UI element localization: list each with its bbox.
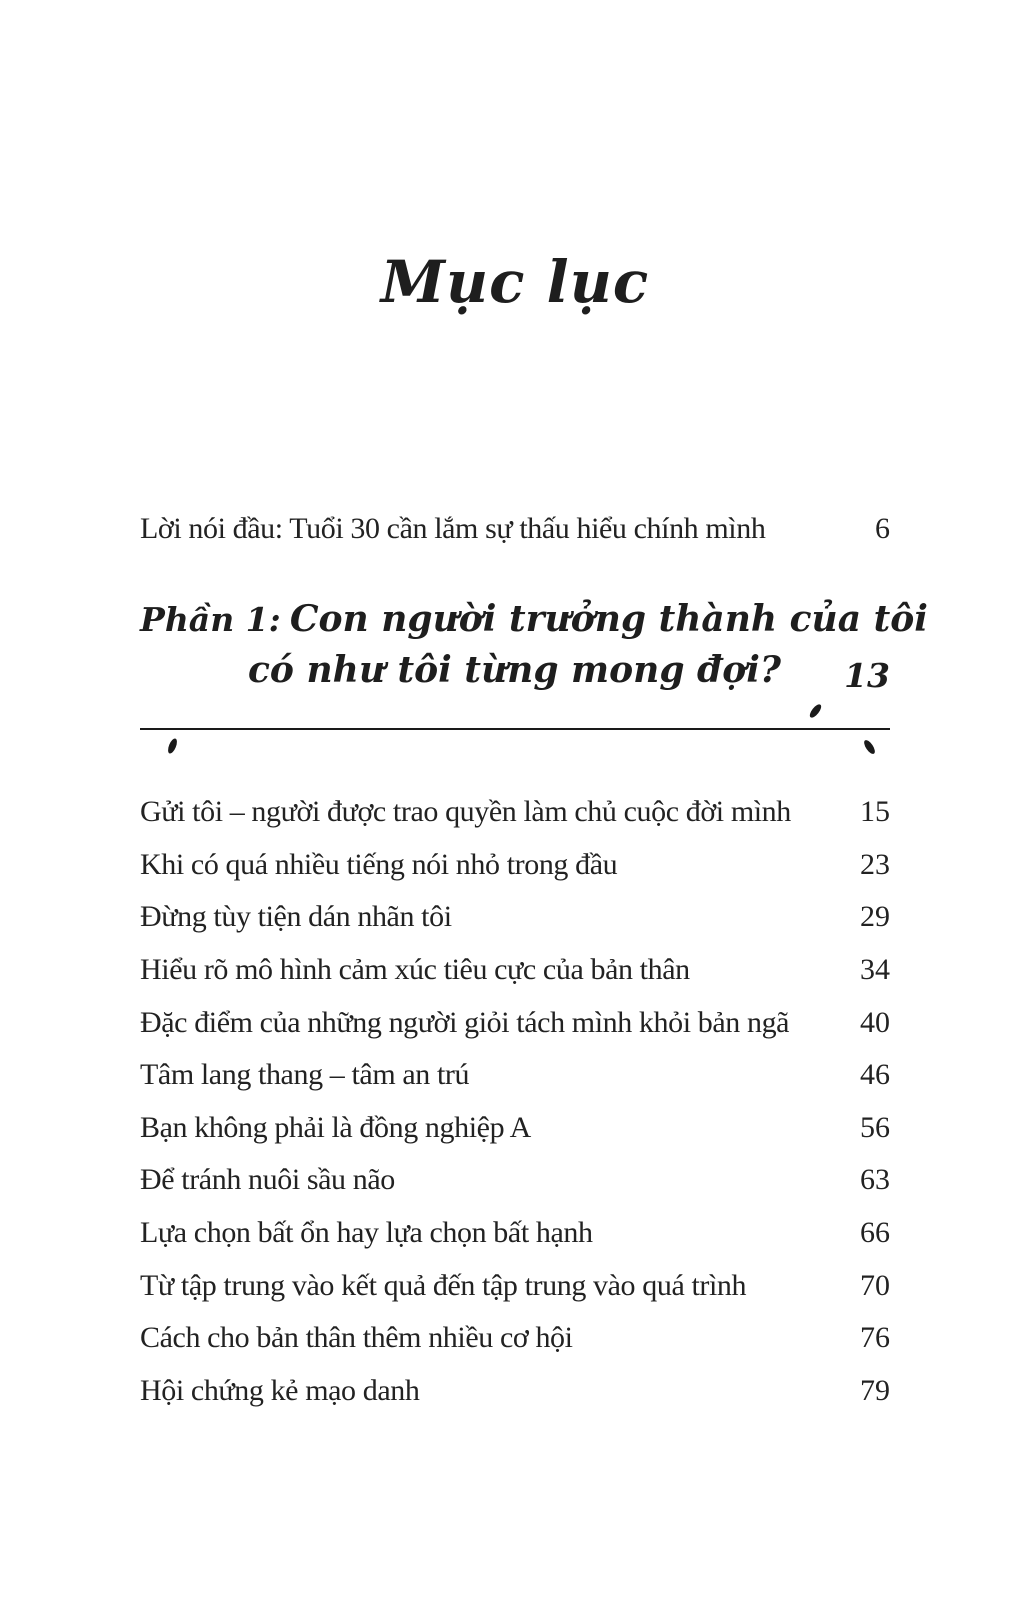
entry-page-number: 56	[860, 1110, 890, 1144]
section-divider	[140, 728, 890, 730]
entry-title: Đặc điểm của những người giỏi tách mình khỏi bản ngã	[140, 1005, 790, 1039]
toc-entry-row	[140, 944, 890, 997]
entry-page-number: 66	[860, 1216, 890, 1250]
entry-page-number: 79	[860, 1373, 890, 1407]
grain-ornament-icon	[808, 703, 823, 720]
entry-title: Từ tập trung vào kết quả đến tập trung vào quá trình	[140, 1268, 747, 1302]
entry-page-number: 29	[860, 900, 890, 934]
toc-entry-row	[140, 839, 890, 892]
toc-entry-row	[140, 786, 890, 839]
entry-page-number: 63	[860, 1163, 890, 1197]
entry-title: Cách cho bản thân thêm nhiều cơ hội	[140, 1321, 573, 1355]
grain-ornament-icon	[862, 738, 877, 755]
preface-row	[140, 512, 890, 546]
entry-title: Gửi tôi – người được trao quyền làm chủ cuộc đời mình	[140, 795, 791, 829]
entry-page-number: 70	[860, 1268, 890, 1302]
page-title: Mục lục	[380, 248, 650, 316]
toc-entries	[140, 786, 890, 1417]
toc-entry-row	[140, 1154, 890, 1207]
entry-title: Tâm lang thang – tâm an trú	[140, 1058, 470, 1092]
toc-entry-row	[140, 1049, 890, 1102]
entry-title: Để tránh nuôi sầu não	[140, 1163, 395, 1197]
entry-page-number: 76	[860, 1321, 890, 1355]
toc-entry-row	[140, 891, 890, 944]
entry-page-number: 23	[860, 847, 890, 881]
toc-entry-row	[140, 1312, 890, 1365]
section-title-line2: có như tôi từng mong đợi?	[248, 649, 781, 691]
preface-label: Lời nói đầu: Tuổi 30 cần lắm sự thấu hiểu chính mình	[140, 512, 766, 545]
section-page-number: 13	[844, 656, 890, 695]
toc-entry-row	[140, 1259, 890, 1312]
entry-page-number: 40	[860, 1005, 890, 1039]
section-title-text: Con người trưởng thành của tôi	[289, 598, 928, 640]
toc-entry-row	[140, 1102, 890, 1155]
entry-title: Đừng tùy tiện dán nhãn tôi	[140, 900, 452, 934]
entry-title: Khi có quá nhiều tiếng nói nhỏ trong đầu	[140, 847, 618, 881]
section-heading	[140, 594, 928, 695]
entry-page-number: 34	[860, 953, 890, 987]
section-prefix: Phần 1:	[140, 600, 281, 639]
entry-title: Bạn không phải là đồng nghiệp A	[140, 1110, 531, 1144]
toc-entry-row	[140, 1365, 890, 1418]
entry-page-number: 46	[860, 1058, 890, 1092]
entry-title: Hội chứng kẻ mạo danh	[140, 1373, 420, 1407]
toc-entry-row	[140, 996, 890, 1049]
toc-entry-row	[140, 1207, 890, 1260]
entry-title: Hiểu rõ mô hình cảm xúc tiêu cực của bản thân	[140, 953, 690, 987]
section-title-line1	[140, 594, 928, 645]
entry-title: Lựa chọn bất ổn hay lựa chọn bất hạnh	[140, 1216, 593, 1250]
grain-ornament-icon	[166, 737, 178, 754]
preface-page-number: 6	[875, 512, 890, 545]
entry-page-number: 15	[860, 795, 890, 829]
